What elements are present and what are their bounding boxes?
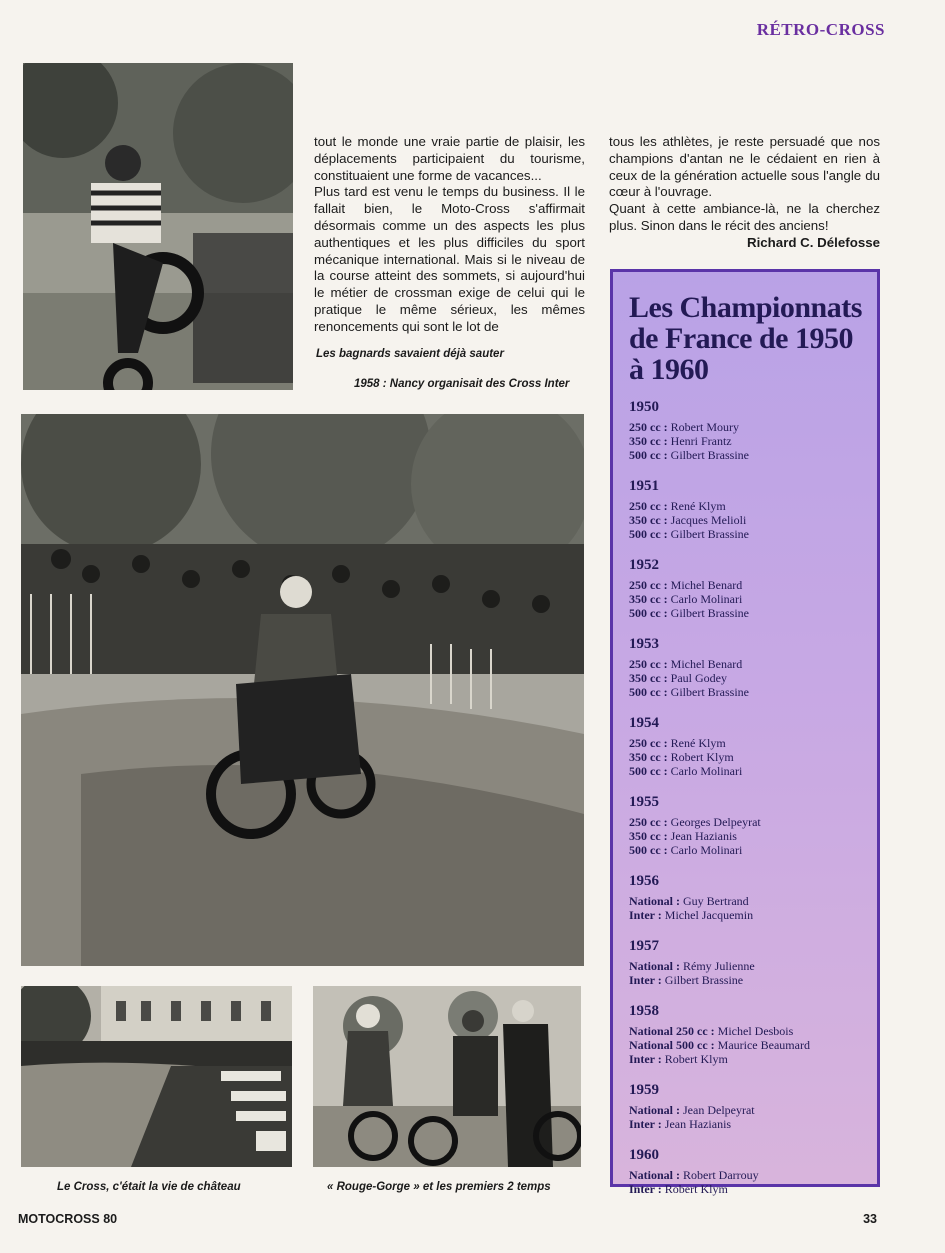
page-number: 33 bbox=[863, 1212, 877, 1226]
champion-name: Jean Hazianis bbox=[664, 1117, 732, 1131]
photo-nancy-cross bbox=[21, 414, 584, 966]
champion-category: 350 cc : bbox=[629, 592, 668, 606]
champion-category: 350 cc : bbox=[629, 434, 668, 448]
article-column-2 bbox=[609, 134, 880, 252]
championships-list bbox=[629, 399, 863, 1196]
champion-entry bbox=[629, 592, 863, 606]
champion-category: 350 cc : bbox=[629, 829, 668, 843]
year-heading: 1960 bbox=[629, 1147, 659, 1163]
champion-name: René Klym bbox=[670, 499, 726, 513]
champion-entry bbox=[629, 685, 863, 699]
champion-name: Michel Desbois bbox=[717, 1024, 794, 1038]
champion-entry bbox=[629, 1038, 863, 1052]
champion-entry bbox=[629, 829, 863, 843]
champion-entry bbox=[629, 499, 863, 513]
champion-entry bbox=[629, 815, 863, 829]
champion-category: National : bbox=[629, 1103, 680, 1117]
champion-category: Inter : bbox=[629, 908, 662, 922]
champion-entry bbox=[629, 1052, 863, 1066]
champion-entry bbox=[629, 434, 863, 448]
champion-category: 250 cc : bbox=[629, 420, 668, 434]
year-heading: 1951 bbox=[629, 478, 659, 494]
champion-category: Inter : bbox=[629, 973, 662, 987]
champion-category: 250 cc : bbox=[629, 578, 668, 592]
year-block bbox=[629, 1082, 863, 1131]
section-header: RÉTRO-CROSS bbox=[756, 20, 885, 39]
article-paragraph: Quant à cette ambiance-là, ne la cherchez plus. Sinon dans le récit des anciens! bbox=[609, 201, 880, 233]
champion-name: Maurice Beaumard bbox=[717, 1038, 810, 1052]
champion-name: Gilbert Brassine bbox=[670, 448, 749, 462]
champion-category: 500 cc : bbox=[629, 527, 668, 541]
champion-name: Gilbert Brassine bbox=[670, 685, 749, 699]
year-heading: 1954 bbox=[629, 715, 659, 731]
champion-name: Robert Klym bbox=[670, 750, 734, 764]
champion-name: Jean Hazianis bbox=[670, 829, 737, 843]
champion-name: René Klym bbox=[670, 736, 726, 750]
champion-name: Carlo Molinari bbox=[670, 592, 743, 606]
champion-category: 500 cc : bbox=[629, 448, 668, 462]
champion-category: 250 cc : bbox=[629, 736, 668, 750]
champion-entry bbox=[629, 527, 863, 541]
champion-name: Michel Benard bbox=[670, 578, 743, 592]
champion-name: Guy Bertrand bbox=[683, 894, 749, 908]
champion-category: 350 cc : bbox=[629, 513, 668, 527]
champion-name: Robert Klym bbox=[664, 1052, 728, 1066]
champion-category: National 500 cc : bbox=[629, 1038, 715, 1052]
champion-entry bbox=[629, 1182, 863, 1196]
year-block bbox=[629, 1003, 863, 1066]
year-block bbox=[629, 715, 863, 778]
champion-entry bbox=[629, 843, 863, 857]
champion-entry bbox=[629, 959, 863, 973]
champion-name: Gilbert Brassine bbox=[670, 606, 749, 620]
champion-name: Michel Jacquemin bbox=[664, 908, 754, 922]
article-paragraph: Plus tard est venu le temps du business. Il le fallait bien, le Moto-Cross s'affirmait désormais comme un des aspects les plus authentiques et les plus difficiles du sport mécanique international. Mais si le niveau de la course atteint des sommets, si aujourd'hui le métier de crossman exige de celui qui le pratique le même sérieux, les mêmes renoncements qui sont le lot de bbox=[314, 184, 585, 334]
champion-category: 500 cc : bbox=[629, 685, 668, 699]
champion-entry bbox=[629, 657, 863, 671]
year-heading: 1959 bbox=[629, 1082, 659, 1098]
year-block bbox=[629, 399, 863, 462]
year-block bbox=[629, 938, 863, 987]
champion-category: National : bbox=[629, 1168, 680, 1182]
champion-name: Gilbert Brassine bbox=[670, 527, 749, 541]
champion-category: 350 cc : bbox=[629, 750, 668, 764]
photo-chateau-cross bbox=[21, 986, 292, 1167]
caption-chateau: Le Cross, c'était la vie de château bbox=[57, 1181, 241, 1193]
year-block bbox=[629, 557, 863, 620]
year-heading: 1950 bbox=[629, 399, 659, 415]
champion-entry bbox=[629, 671, 863, 685]
champion-entry bbox=[629, 420, 863, 434]
champion-name: Gilbert Brassine bbox=[664, 973, 744, 987]
champion-entry bbox=[629, 736, 863, 750]
champion-name: Henri Frantz bbox=[670, 434, 732, 448]
champion-category: National : bbox=[629, 894, 680, 908]
author-signature: Richard C. Délefosse bbox=[746, 234, 880, 250]
champion-category: 250 cc : bbox=[629, 499, 668, 513]
champion-entry bbox=[629, 578, 863, 592]
champion-category: Inter : bbox=[629, 1182, 662, 1196]
champion-category: Inter : bbox=[629, 1117, 662, 1131]
champion-name: Jean Delpeyrat bbox=[683, 1103, 755, 1117]
champion-category: National 250 cc : bbox=[629, 1024, 715, 1038]
caption-bagnards: Les bagnards savaient déjà sauter bbox=[316, 348, 504, 360]
champion-name: Georges Delpeyrat bbox=[670, 815, 761, 829]
magazine-name: MOTOCROSS 80 bbox=[18, 1212, 118, 1226]
year-block bbox=[629, 794, 863, 857]
champion-name: Carlo Molinari bbox=[670, 764, 743, 778]
champion-category: Inter : bbox=[629, 1052, 662, 1066]
article-paragraph: tous les athlètes, je reste persuadé que nos champions d'antan ne le cédaient en rien à ceux de la génération actuelle sous l'angle du cœur à l'ouvrage. bbox=[609, 134, 880, 200]
year-heading: 1952 bbox=[629, 557, 659, 573]
champion-category: 500 cc : bbox=[629, 606, 668, 620]
champion-entry bbox=[629, 1024, 863, 1038]
champion-category: 350 cc : bbox=[629, 671, 668, 685]
year-block bbox=[629, 873, 863, 922]
champion-entry bbox=[629, 908, 863, 922]
photo-jumping-rider bbox=[23, 63, 293, 390]
championships-title: Les Championnats de France de 1950 à 1960 bbox=[629, 291, 862, 386]
champion-name: Carlo Molinari bbox=[670, 843, 743, 857]
year-heading: 1953 bbox=[629, 636, 659, 652]
champion-entry bbox=[629, 448, 863, 462]
champion-name: Rémy Julienne bbox=[683, 959, 755, 973]
champion-name: Robert Klym bbox=[664, 1182, 728, 1196]
champion-name: Jacques Melioli bbox=[670, 513, 747, 527]
caption-rouge-gorge: « Rouge-Gorge » et les premiers 2 temps bbox=[327, 1181, 551, 1193]
champion-entry bbox=[629, 894, 863, 908]
champion-name: Paul Godey bbox=[670, 671, 727, 685]
champion-entry bbox=[629, 973, 863, 987]
photo-rouge-gorge bbox=[313, 986, 581, 1167]
champion-entry bbox=[629, 1103, 863, 1117]
championships-box bbox=[610, 269, 880, 1196]
champion-category: 250 cc : bbox=[629, 657, 668, 671]
champion-entry bbox=[629, 1117, 863, 1131]
year-heading: 1955 bbox=[629, 794, 659, 810]
year-block bbox=[629, 1147, 863, 1196]
champion-name: Michel Benard bbox=[670, 657, 743, 671]
champion-name: Robert Moury bbox=[670, 420, 739, 434]
champion-entry bbox=[629, 606, 863, 620]
champion-category: 250 cc : bbox=[629, 815, 668, 829]
champion-name: Robert Darrouy bbox=[683, 1168, 759, 1182]
caption-nancy: 1958 : Nancy organisait des Cross Inter bbox=[354, 378, 570, 390]
article-column-1 bbox=[314, 134, 585, 336]
champion-entry bbox=[629, 1168, 863, 1182]
year-heading: 1958 bbox=[629, 1003, 659, 1019]
year-block bbox=[629, 478, 863, 541]
champion-category: National : bbox=[629, 959, 680, 973]
champion-entry bbox=[629, 513, 863, 527]
champion-category: 500 cc : bbox=[629, 764, 668, 778]
year-heading: 1956 bbox=[629, 873, 659, 889]
article-paragraph: tout le monde une vraie partie de plaisir, les déplacements participaient du tourisme, constituaient une forme de vacances... bbox=[314, 134, 585, 183]
champion-entry bbox=[629, 764, 863, 778]
year-heading: 1957 bbox=[629, 938, 659, 954]
champion-entry bbox=[629, 750, 863, 764]
champion-category: 500 cc : bbox=[629, 843, 668, 857]
year-block bbox=[629, 636, 863, 699]
